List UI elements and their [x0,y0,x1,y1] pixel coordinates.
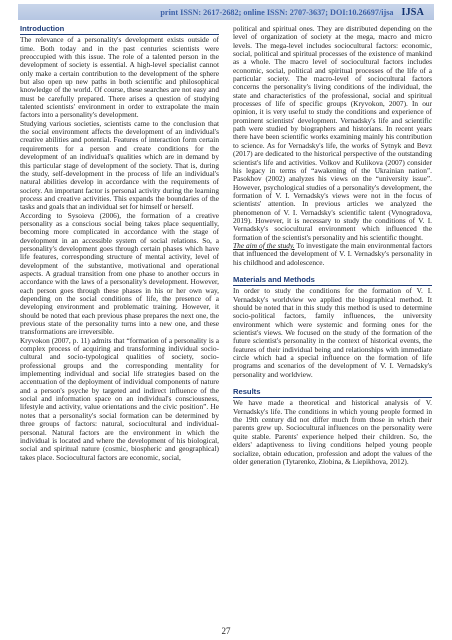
paragraph: The relevance of a personality's development exists outside of time. Both today and in the past centuries scientists were preoccupied with this issue. The role of a talented person in the development of society is essential. A high-level specialist cannot only make a certain contribution to the development of the sphere but also open up new paths in both scientific and philosophical knowledge of the world. Of course, these searches are not easy and must be carefully prepared. There arises a question of studying talented scientists' environment in order to extrapolate the main factors into a personality's development. [20,35,219,120]
page-number: 27 [221,626,231,636]
paragraph: In order to study the conditions for the formation of V. I. Vernadsky's worldview we applied the biographical method. It should be noted that in this study this method is used to determine socio-political factors, family influences, the university environment which were systemic and forming ones for the scientist's views. We focused on the study of the formation of the future scientist's personality in the context of historical events, the features of their individual being and relationships with immediate circle which had a special influence on the formation of life programs and scenarios of the development of V. I. Vernadsky's personality and worldview. [233,286,432,379]
aim-paragraph [233,242,432,267]
aim-text: To investigate the main environmental factors that influenced the development of V. I. Vernadsky's personality in his childhood and adolescence. [233,240,432,267]
paragraph: We have made a theoretical and historical analysis of V. Vernadsky's life. The conditions in which young people formed in the 19th century did not differ much from those in which their parents grew up. Sociocultural influences on the personality were quite stable. Parents' experience helped their children. So, the elders' adaptiveness to living conditions helped young people socialize, obtain education, profession and adopt the values of the older generation (Tytarenko, Zlobina, & Liepikhova, 2012). [233,398,432,466]
paragraph: political and spiritual ones. They are distributed depending on the level of organization of society at the mega, macro and micro levels. The mega-level includes sociocultural factors: economic, social, political and spiritual processes of the existence of mankind as a whole. The macro level of sociocultural factors includes economic, social, political and spiritual processes of the life of a particular society. The macro-level of sociocultural factors concerns the personality's living conditions of the individual, the state and characteristics of the professional, social and spiritual processes of life of specific groups (Kryvokon, 2007). In our opinion, it is very useful to study the conditions and experience of prominent scientists' development. Vernadsky's life and scientific path were studied by biographers and historians. In recent years there have been scientific works examining mainly his contribution to science. As for Vernadsky's life, the works of Sytnyk and Bevz (2017) are dedicated to the historical perspective of the outstanding scientist's life and activities. Volkov and Kulikova (2007) consider his legacy in terms of “awakening of the Ukrainian nation”. Pasokhov (2002) analyzes his views on the “university issue”. However, psychological studies of a personality's development, the formation of V. I. Vernadsky's views were not in the focus of scientists' attention. In previous articles we analyzed the phenomenon of V. I. Vernadsky's scientific talent (Vynogradova, 2019). However, it is necessary to study the conditions of V. I. Vernadsky's sociocultural environment which influenced the formation of the scientist's personality and his scientific thought. [233,24,432,242]
aim-label: The aim of the study. [233,240,295,250]
paragraph: According to Sysoieva (2006), the formation of a creative personality as a conscious social being takes place sequentially, becoming more complicated in accordance with the stage of development in an accessible system of social relations. So, a personality's development goes through certain phases which have life features, corresponding structure of mental activity, level of development of the substantive, motivational and operational aspects. A gradual transition from one phase to another occurs in accordance with the laws of a personality's development. However, each person goes through these phases in his or her own way, depending on the social conditions of life, the presence of a developing environment and problematic training. However, it should be noted that each previous phase prepares the next one, the previous state of the personality turns into a new one, and these transformations are irreversible. [20,210,219,337]
left-column [20,25,219,462]
section-title-introduction: Introduction [20,24,65,33]
section-title-results: Results [233,387,261,397]
right-column [233,25,432,466]
header-bar [18,4,434,20]
paragraph: Kryvokon (2007, p. 11) admits that “formation of a personality is a complex process of acquiring and transforming individual socio-cultural and socio-typological qualities of society, socio-professional groups and the corresponding mentality for implementing individual and social life strategies based on the accentuation of the deployment of individual components of nature and a person's psyche by targeted and indirect influence of the social and information space on an individual's consciousness, lifestyle and activity, value orientations and the civic position”. He notes that a personality's social formation can be determined by three groups of factors: natural, sociocultural and individual-personal. Natural factors are the environment in which the individual is located and where the development of his biological, social and spiritual nature (cosmic, biospheric and geographical) takes place. Sociocultural factors are economic, social, [20,335,219,462]
running-header [0,0,452,22]
section-title-methods: Materials and Methods [233,274,315,284]
paragraph: Studying various societies, scientists came to the conclusion that the social environment affects the development of an individual's creative abilities and potential. Features of interaction form certain requirements for a person and create conditions for the development of an individual's qualities which are in demand by this particular stage of development of the society. That is, during the study, self-development in the process of life an individual's natural abilities develop in accordance with the requirements of society. An important factor is personal activity during the learning process and creative activities. This expands the boundaries of the tasks and goals that an individual set for himself or herself. [20,118,219,212]
issn-line: print ISSN: 2617-2682; online ISSN: 2707-3637; DOI:10.26697/ijsa [160,7,394,17]
journal-abbrev: IJSA [401,6,424,18]
